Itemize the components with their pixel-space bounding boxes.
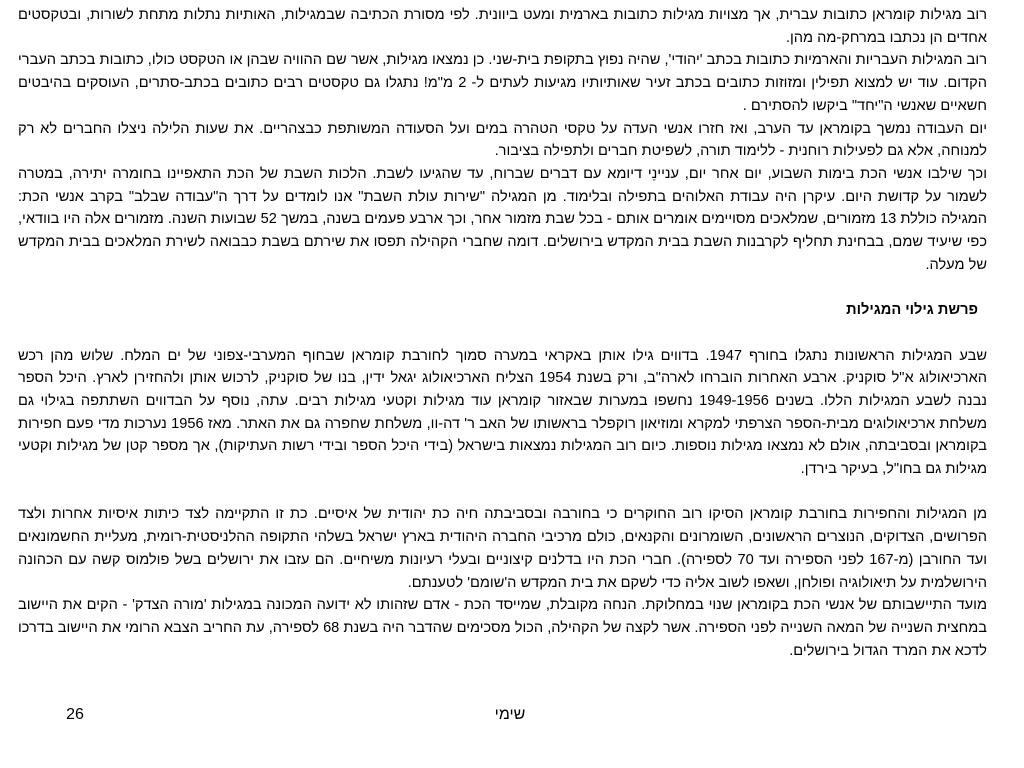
section-paragraph-3: מועד התיישבותם של אנשי הכת בקומראן שנוי במחלוקת. הנחה מקובלת, שמייסד הכת - אדם שזהותו לא ידועה המכונה במגילות 'מורה הצדק' - הקים את היישוב במחצית השנייה של המאה השנייה לפני הספירה. אשר לקצה של הקהילה, הכול מסכימים שהדבר היה בשנת 68 לספירה, עת החריב הצבא הרומי את היישוב בדרכו לדכא את המרד הגדול בירושלים.	[18, 597, 987, 659]
intro-paragraph-3: יום העבודה נמשך בקומראן עד הערב, ואז חזרו אנשי העדה על טקסי הטהרה במים ועל הסעודה המשותפת כבצהריים. את שעות הלילה ניצלו החברים לא רק למנוחה, אלא גם לפעילות רוחנית - ללימוד תורה, לשפיטת חברים ולתפילה בציבור.	[18, 120, 987, 160]
section-paragraph-2: מן המגילות והחפירות בחורבת קומראן הסיקו רוב החוקרים כי בחורבה ובסביבתה חיה כת יהודית של איסיים. כת זו התקיימה לצד כיתות איסיות אחרות ולצד הפרושים, הצדוקים, הנוצרים הראשונים, השומרונים והקנאים, כולם מרכיבי החברה היהודית בארץ ישראל בשלהי התקופה ההלניסטית-רומית, מעליית החשמונאים ועד החורבן (מ-167 לפני הספירה ועד 70 לספירה). חברי הכת היו בדלנים קיצוניים ובעלי רעיונות משיחיים. הם עזבו את ירושלים בשל פולמוס קשה עם הכהונה הירושלמית על תיאולוגיה ופולחן, ושאפו לשוב אליה כדי לשקם את בית המקדש ה'שומם' לטענתם.	[18, 506, 987, 591]
intro-paragraph-1: רוב מגילות קומראן כתובות עברית, אך מצויות מגילות כתובות בארמית ומעט ביוונית. לפי מסורת הכתיבה שבמגילות, האותיות נתלות מתחת לשורות, ובטקסטים אחדים הן נכתבו במרחק-מה מהן.	[18, 7, 987, 46]
blank-line	[18, 322, 987, 345]
intro-paragraph-2: רוב המגילות העבריות והארמיות כתובות בכתב 'יהודי', שהיה נפוץ בתקופת בית-שני. כן נמצאו מגילות, אשר שם ההוויה שבהן או הטקסט כולו, כתובות בכתב העברי הקדום. עוד יש למצוא תפילין ומזוזות כתובים בכתב זעיר שאותיותיו מגיעות לעתים ל- 2 מ"מ! נתגלו גם טקסטים רבים כתובים בכתב-סתרים, העוסקים בהיבטים חשאיים שאנשי ה"יחד" ביקשו להסתירם .	[18, 52, 987, 114]
footer-author: שימי	[494, 706, 526, 723]
section-heading: פרשת גילוי המגילות	[846, 302, 978, 319]
section-paragraph-1: שבע המגילות הראשונות נתגלו בחורף 1947. בדווים גילו אותן באקראי במערה סמוך לחורבת קומראן שבחוף המערבי-צפוני של ים המלח. שלוש מהן רכש הארכיאולוג א"ל סוקניק. ארבע האחרות הוברחו לארה"ב, ורק בשנת 1954 הצליח הארכיאולוג יגאל ידין, בנו של סוקניק, לרכוש אותן ולהחזירן לארץ. היכל הספר נבנה לשבע המגילות הללו. בשנים 1949-1956 נחשפו במערות שבאזור קומראן עוד מגילות וקטעי מגילות רבים. עתה, נוסף על הבדווים השתתפה בגילוי גם משלחת ארכיאולוגים מבית-הספר הצרפתי למקרא ומוזיאון רוקפלר בראשותו של האב ר' דה-וו, משלחת שחפרה גם את האתר. מאז 1956 נערכות מדי פעם חפירות בקומראן ובסביבתה, אולם לא נמצאו מגילות נוספות. כיום רוב המגילות נמצאות בישראל (בידי היכל הספר ובידי רשות העתיקות), אך מספר קטן של מגילות וקטעי מגילות גם בחו"ל, בעיקר בירדן.	[18, 347, 987, 478]
document-body	[18, 4, 987, 662]
blank-line	[18, 276, 987, 299]
page-number: 26	[66, 706, 84, 723]
intro-paragraph-4: וכך שילבו אנשי הכת בימות השבוע, יום אחר יום, עניינֵי דיומא עם דברים שברוח, עד שהגיעו לשבת. הלכות השבת של הכת התאפיינו בחומרה יתירה, במטרה לשמור על קדושת היום. עיקרן היה עבודת האלוהים בתפילה ובלימוד. מן המגילה "שירות עולת השבת" אנו לומדים על דרך ה"עבודה שבלב" בקרב אנשי הכת: המגילה כוללת 13 מזמורים, שמלאכים מסויימים אומרים אותם - בכל שבת מזמור אחר, וכך ארבע פעמים בשנה, במשך 52 שבועות השנה. מזמורים אלה היו בוודאי, כפי שיעיד שמם, בבחינת תחליף לקרבנות השבת בבית המקדש בירושלים. דומה שחברי הקהילה תפסו את שירתם בשבת כבבואה לשירת המלאכים בבית המקדש של מעלה.	[18, 165, 988, 273]
blank-line	[18, 481, 987, 504]
